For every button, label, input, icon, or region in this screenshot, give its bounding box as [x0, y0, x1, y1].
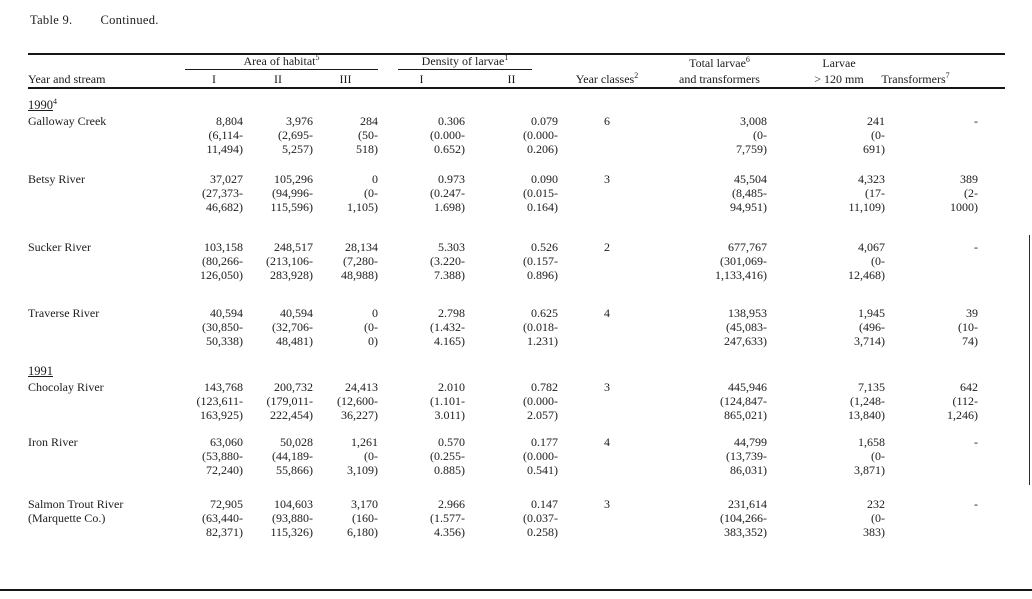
value-line: 105,296 [274, 172, 313, 186]
value-line: 445,946 [728, 380, 767, 394]
value-line: 231,614 [728, 497, 767, 511]
value-line: 1,105) [347, 200, 378, 214]
value-line: 48,481) [276, 334, 313, 348]
value-line: 0.526 [531, 240, 558, 254]
value-line: 241 [867, 114, 885, 128]
value-line: 3,976 [286, 114, 313, 128]
cell-total-larvae [672, 380, 767, 422]
value-line: 0.652) [434, 142, 465, 156]
value-line: Iron River [28, 435, 78, 449]
stream-name-cell [28, 380, 185, 422]
value-line: Chocolay River [28, 380, 104, 394]
value-line: 0.206) [527, 142, 558, 156]
value-line: (53,880- [202, 449, 243, 463]
cell-total-larvae [672, 172, 767, 214]
value-line: (124,847- [720, 394, 767, 408]
value-line: 36,227) [341, 408, 378, 422]
value-line: 50,028 [280, 435, 313, 449]
value-line: 4.356) [434, 525, 465, 539]
cell-area-iii [313, 380, 378, 422]
value-line: (32,706- [272, 320, 313, 334]
cell-year-classes [550, 380, 664, 422]
value-line: (3.220- [430, 254, 465, 268]
value-line: (1.101- [430, 394, 465, 408]
cell-total-larvae [672, 114, 767, 156]
cell-area-i [185, 172, 243, 214]
value-line: 39 [966, 306, 978, 320]
cell-density-ii [465, 435, 558, 477]
value-line: 247,633) [724, 334, 767, 348]
cell-transformers [885, 114, 978, 156]
cell-density-i [378, 380, 465, 422]
footnote-marker-4: 4 [53, 96, 57, 106]
value-line: 1.231) [527, 334, 558, 348]
stream-name-cell [28, 497, 185, 539]
cell-area-i [185, 306, 243, 348]
value-line: 1,261 [351, 435, 378, 449]
cell-area-ii [243, 306, 313, 348]
cell-density-i [378, 497, 465, 539]
area-of-habitat-group-header [185, 55, 378, 70]
value-line: 126,050) [200, 268, 243, 282]
value-line: 3 [604, 380, 610, 394]
table-caption-number: Table 9. [30, 13, 73, 27]
cell-year-classes [550, 172, 664, 214]
value-line: 44,799 [734, 435, 767, 449]
value-line: 677,767 [728, 240, 767, 254]
value-line: 518) [356, 142, 378, 156]
table-row [28, 497, 978, 539]
cell-transformers [885, 306, 978, 348]
value-line: 0.570 [438, 435, 465, 449]
value-line: 383,352) [724, 525, 767, 539]
year-and-stream-header: Year and stream [28, 72, 106, 86]
value-line: (94,996- [272, 186, 313, 200]
value-line: (0.000- [523, 394, 558, 408]
value-line: 2.057) [527, 408, 558, 422]
value-line: 0.541) [527, 463, 558, 477]
value-line: (0.015- [523, 186, 558, 200]
value-line: (27,373- [202, 186, 243, 200]
value-line: 24,413 [345, 380, 378, 394]
value-line: - [974, 497, 978, 511]
value-line: 143,768 [204, 380, 243, 394]
value-line: 115,596) [270, 200, 313, 214]
larvae-120-header-line1: Larvae [822, 56, 856, 70]
value-line: (10- [958, 320, 978, 334]
cell-transformers [885, 380, 978, 422]
value-line: Sucker River [28, 240, 91, 254]
value-line: (213,106- [266, 254, 313, 268]
cell-density-ii [465, 306, 558, 348]
value-line: 3 [604, 497, 610, 511]
cell-year-classes [550, 497, 664, 539]
cell-area-i [185, 497, 243, 539]
cell-area-iii [313, 240, 378, 282]
table-row [28, 306, 978, 348]
value-line: 45,504 [734, 172, 767, 186]
value-line: 4,323 [858, 172, 885, 186]
footnote-marker-5: 5 [315, 53, 320, 62]
area-of-habitat-label: Area of habitat [243, 54, 316, 68]
density-col-ii-header: II [507, 72, 516, 86]
value-line: (1.432- [430, 320, 465, 334]
cell-area-iii [313, 497, 378, 539]
value-line: (Marquette Co.) [28, 511, 106, 525]
cell-area-ii [243, 172, 313, 214]
value-line: (93,880- [272, 511, 313, 525]
value-line: 1,133,416) [715, 268, 767, 282]
cell-total-larvae [672, 306, 767, 348]
value-line: 2.798 [438, 306, 465, 320]
value-line: 115,326) [270, 525, 313, 539]
section-year-text: 1991 [28, 364, 53, 378]
cell-area-i [185, 240, 243, 282]
value-line: (104,266- [720, 511, 767, 525]
value-line: 0.177 [531, 435, 558, 449]
value-line: 1.698) [434, 200, 465, 214]
value-line: (123,611- [196, 394, 243, 408]
cell-density-i [378, 306, 465, 348]
value-line: 2.010 [438, 380, 465, 394]
cell-transformers [885, 172, 978, 214]
total-larvae-header-line1 [672, 57, 767, 70]
cell-area-ii [243, 435, 313, 477]
value-line: 232 [867, 497, 885, 511]
value-line: 0.973 [438, 172, 465, 186]
value-line: (6,114- [208, 128, 243, 142]
value-line: 3,871) [854, 463, 885, 477]
value-line: (30,850- [202, 320, 243, 334]
cell-year-classes [550, 240, 664, 282]
value-line: Galloway Creek [28, 114, 107, 128]
value-line: (2,695- [278, 128, 313, 142]
value-line: - [974, 240, 978, 254]
cell-larvae-120 [767, 380, 885, 422]
cell-transformers [885, 435, 978, 477]
value-line: (0.000- [430, 128, 465, 142]
bottom-rule [0, 589, 1032, 591]
value-line: (0- [364, 186, 378, 200]
value-line: (0- [871, 128, 885, 142]
value-line: (179,011- [266, 394, 313, 408]
value-line: 3,170 [351, 497, 378, 511]
cell-total-larvae [672, 497, 767, 539]
stream-name-cell [28, 240, 185, 282]
stream-name-cell [28, 114, 185, 156]
cell-transformers [885, 240, 978, 282]
value-line: 3.011) [434, 408, 465, 422]
value-line: (12,600- [337, 394, 378, 408]
value-line: 3,109) [347, 463, 378, 477]
value-line: 0.147 [531, 497, 558, 511]
cell-total-larvae [672, 240, 767, 282]
value-line: (17- [865, 186, 885, 200]
value-line: 72,905 [210, 497, 243, 511]
value-line: 46,682) [206, 200, 243, 214]
table-caption-continued: Continued. [100, 13, 159, 27]
value-line: 1,945 [858, 306, 885, 320]
value-line: (2- [964, 186, 978, 200]
value-line: (44,189- [272, 449, 313, 463]
stream-name-cell [28, 306, 185, 348]
header-group-row [28, 55, 978, 70]
value-line: Traverse River [28, 306, 100, 320]
total-larvae-header-line2: and transformers [679, 72, 760, 86]
value-line: (0.000- [523, 449, 558, 463]
value-line: - [974, 114, 978, 128]
value-line: 37,027 [210, 172, 243, 186]
cell-area-ii [243, 240, 313, 282]
value-line: 72,240) [206, 463, 243, 477]
cell-larvae-120 [767, 240, 885, 282]
area-col-iii-header: III [339, 72, 352, 86]
value-line: 7.388) [434, 268, 465, 282]
value-line: 0.079 [531, 114, 558, 128]
cell-larvae-120 [767, 172, 885, 214]
cell-larvae-120 [767, 306, 885, 348]
value-line: (0.000- [523, 128, 558, 142]
value-line: 82,371) [206, 525, 243, 539]
value-line: 5,257) [282, 142, 313, 156]
header-column-row [28, 70, 978, 86]
value-line: 283,928) [270, 268, 313, 282]
cell-density-i [378, 435, 465, 477]
value-line: 163,925) [200, 408, 243, 422]
value-line: (1,248- [850, 394, 885, 408]
density-col-i-header: I [419, 72, 424, 86]
value-line: (80,266- [202, 254, 243, 268]
value-line: (50- [358, 128, 378, 142]
cell-density-ii [465, 114, 558, 156]
value-line: (0.247- [430, 186, 465, 200]
value-line: (45,083- [726, 320, 767, 334]
cell-transformers [885, 497, 978, 539]
value-line: 3 [604, 172, 610, 186]
value-line: 48,988) [341, 268, 378, 282]
table-row [28, 172, 978, 214]
table-row [28, 380, 978, 422]
value-line: (0.037- [523, 511, 558, 525]
value-line: (160- [352, 511, 378, 525]
value-line: 94,951) [730, 200, 767, 214]
value-line: 3,714) [854, 334, 885, 348]
value-line: (301,069- [720, 254, 767, 268]
year-classes-label: Year classes [575, 72, 635, 86]
table-row [28, 435, 978, 477]
value-line: (112- [952, 394, 978, 408]
cell-year-classes [550, 114, 664, 156]
cell-area-i [185, 114, 243, 156]
area-col-i-header: I [212, 72, 216, 86]
value-line: 0.625 [531, 306, 558, 320]
value-line: 0.306 [438, 114, 465, 128]
value-line: (63,440- [202, 511, 243, 525]
value-line: 642 [960, 380, 978, 394]
value-line: 0.896) [527, 268, 558, 282]
value-line: 0 [372, 306, 378, 320]
value-line: 4 [604, 435, 610, 449]
value-line: 7,135 [858, 380, 885, 394]
value-line: 865,021) [724, 408, 767, 422]
value-line: 0.885) [434, 463, 465, 477]
value-line: (0- [871, 449, 885, 463]
cell-larvae-120 [767, 497, 885, 539]
value-line: (0- [364, 320, 378, 334]
footnote-marker-1: 1 [504, 53, 509, 62]
value-line: 4,067 [858, 240, 885, 254]
value-line: (8,485- [732, 186, 767, 200]
table-caption [30, 13, 159, 28]
value-line: 2 [604, 240, 610, 254]
transformers-header [869, 73, 962, 86]
value-line: 11,109) [848, 200, 885, 214]
cell-larvae-120 [767, 435, 885, 477]
cell-density-i [378, 172, 465, 214]
cell-year-classes [550, 306, 664, 348]
section-year-label [28, 364, 1005, 378]
cell-area-ii [243, 497, 313, 539]
value-line: (1.577- [430, 511, 465, 525]
area-col-ii-header: II [274, 72, 282, 86]
value-line: Salmon Trout River [28, 497, 124, 511]
table-row [28, 114, 978, 156]
cell-area-ii [243, 114, 313, 156]
value-line: (7,280- [343, 254, 378, 268]
value-line: (0.018- [523, 320, 558, 334]
value-line: (0- [753, 128, 767, 142]
value-line: 28,134 [345, 240, 378, 254]
cell-density-ii [465, 240, 558, 282]
cell-area-i [185, 435, 243, 477]
data-table [28, 53, 1005, 539]
stream-name-cell [28, 435, 185, 477]
total-larvae-label: Total larvae [689, 56, 746, 70]
footnote-marker-7: 7 [945, 71, 950, 80]
value-line: (0.255- [430, 449, 465, 463]
cell-density-i [378, 114, 465, 156]
value-line: (0- [364, 449, 378, 463]
value-line: 1,658 [858, 435, 885, 449]
cell-year-classes [550, 435, 664, 477]
value-line: 7,759) [736, 142, 767, 156]
cell-larvae-120 [767, 114, 885, 156]
cell-area-i [185, 380, 243, 422]
value-line: 0.782 [531, 380, 558, 394]
footnote-marker-2: 2 [634, 71, 639, 80]
table-body [28, 98, 1005, 539]
value-line: 5.303 [438, 240, 465, 254]
cell-total-larvae [672, 435, 767, 477]
value-line: 40,594 [210, 306, 243, 320]
value-line: 12,468) [848, 268, 885, 282]
value-line: 3,008 [740, 114, 767, 128]
value-line: 691) [863, 142, 885, 156]
table-header [28, 55, 1005, 89]
value-line: 1,246) [947, 408, 978, 422]
value-line: 0.164) [527, 200, 558, 214]
stream-name-cell [28, 172, 185, 214]
value-line: 2.966 [438, 497, 465, 511]
value-line: 6 [604, 114, 610, 128]
value-line: Betsy River [28, 172, 85, 186]
value-line: 40,594 [280, 306, 313, 320]
value-line: 0) [368, 334, 378, 348]
cell-density-ii [465, 380, 558, 422]
scan-edge-artifact [1029, 235, 1030, 485]
value-line: 4 [604, 306, 610, 320]
value-line: 8,804 [216, 114, 243, 128]
cell-area-iii [313, 306, 378, 348]
year-classes-header [550, 73, 664, 86]
cell-density-ii [465, 497, 558, 539]
section-year-text: 1990 [28, 98, 53, 112]
cell-area-ii [243, 380, 313, 422]
value-line: (496- [859, 320, 885, 334]
value-line: 74) [962, 334, 978, 348]
value-line: 389 [960, 172, 978, 186]
cell-area-iii [313, 172, 378, 214]
value-line: - [974, 435, 978, 449]
value-line: 284 [360, 114, 378, 128]
value-line: 103,158 [204, 240, 243, 254]
density-of-larvae-group-header [398, 55, 532, 70]
value-line: 383) [863, 525, 885, 539]
value-line: (0- [871, 254, 885, 268]
value-line: 50,338) [206, 334, 243, 348]
value-line: 63,060 [210, 435, 243, 449]
value-line: 4.165) [434, 334, 465, 348]
value-line: 0 [372, 172, 378, 186]
value-line: 200,732 [274, 380, 313, 394]
transformers-label: Transformers [881, 72, 946, 86]
value-line: 86,031) [730, 463, 767, 477]
density-of-larvae-label: Density of larvae [421, 54, 505, 68]
value-line: 11,494) [206, 142, 243, 156]
value-line: 222,454) [270, 408, 313, 422]
footnote-marker-6: 6 [745, 55, 750, 64]
table-row [28, 240, 978, 282]
value-line: 6,180) [347, 525, 378, 539]
value-line: (0.157- [523, 254, 558, 268]
cell-area-iii [313, 435, 378, 477]
value-line: 0.090 [531, 172, 558, 186]
value-line: 138,953 [728, 306, 767, 320]
value-line: 104,603 [274, 497, 313, 511]
value-line: 1000) [950, 200, 978, 214]
value-line: 13,840) [848, 408, 885, 422]
value-line: (13,739- [726, 449, 767, 463]
larvae-120-header-line2: > 120 mm [814, 72, 864, 86]
cell-density-ii [465, 172, 558, 214]
value-line: 55,866) [276, 463, 313, 477]
cell-area-iii [313, 114, 378, 156]
value-line: 0.258) [527, 525, 558, 539]
cell-density-i [378, 240, 465, 282]
section-year-label [28, 98, 1005, 112]
value-line: (0- [871, 511, 885, 525]
value-line: 248,517 [274, 240, 313, 254]
